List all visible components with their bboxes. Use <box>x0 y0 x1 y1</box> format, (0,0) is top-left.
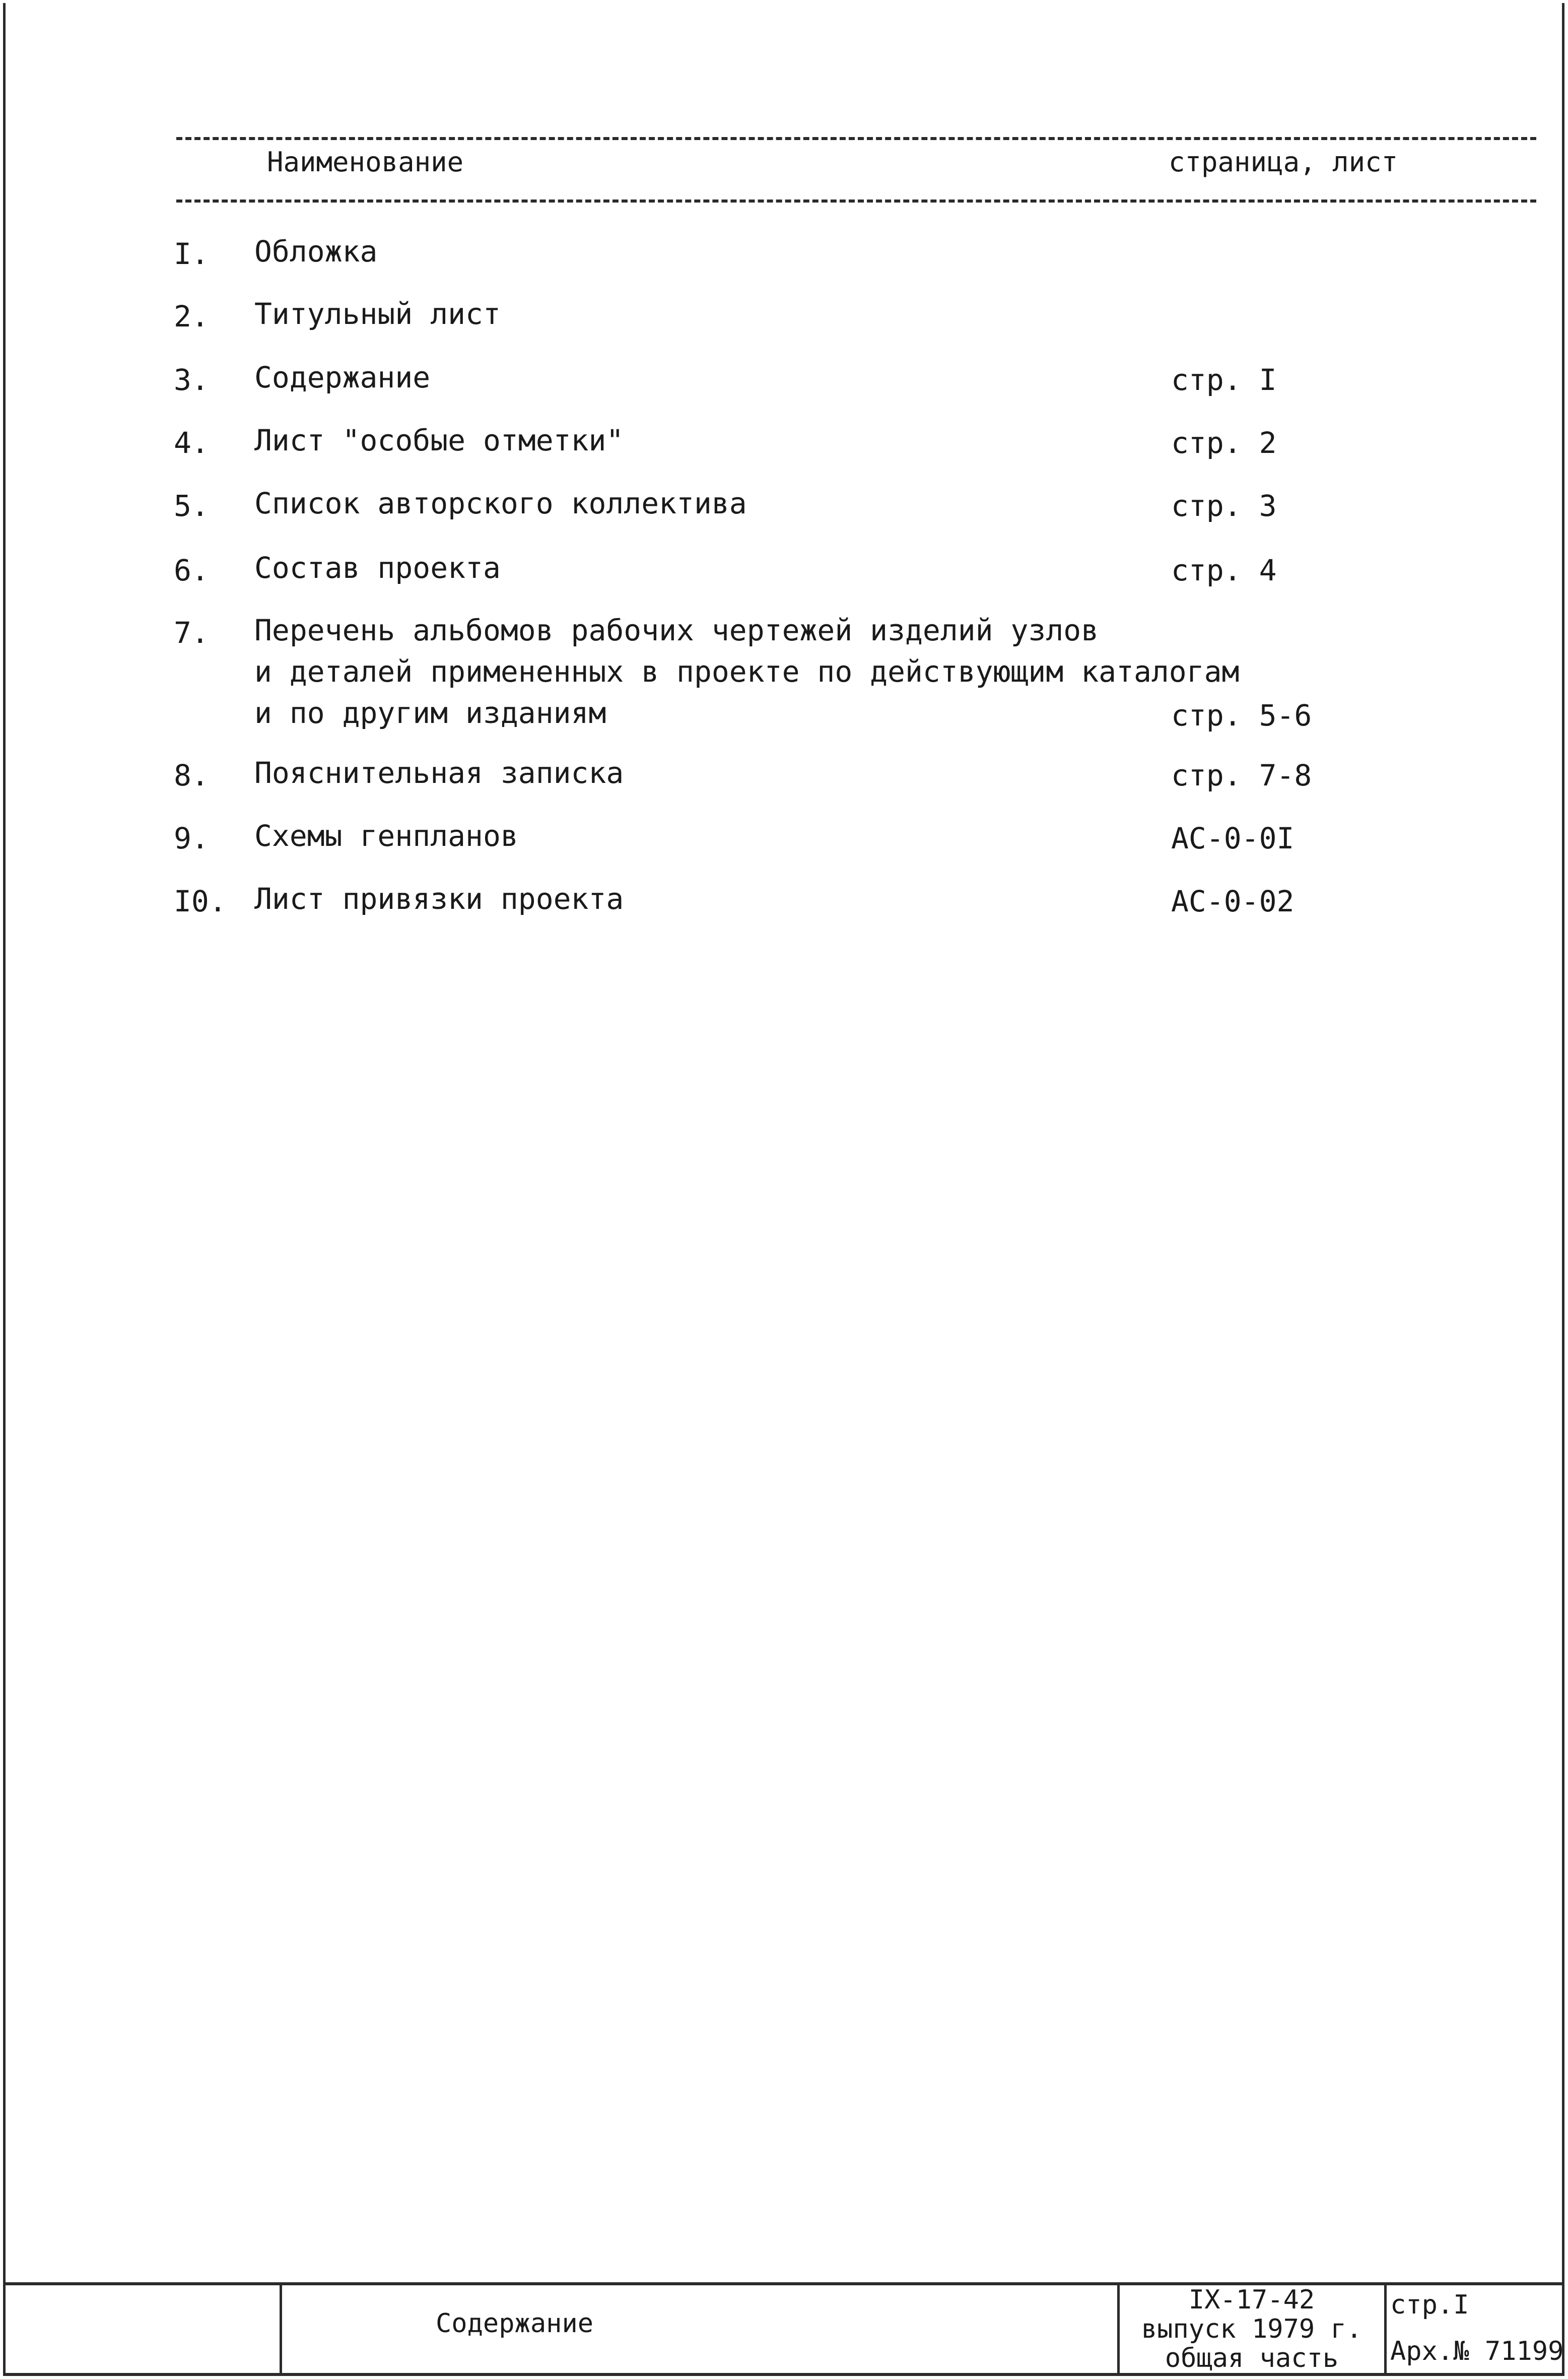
item-title-line: Состав проекта <box>254 551 501 585</box>
item-title-line: Обложка <box>254 234 378 269</box>
item-title-line: и деталей примененных в проекте по действующим каталогам <box>254 654 1240 689</box>
column-header-page: страница, лист <box>1169 146 1398 178</box>
title-block-divider <box>1117 2282 1120 2376</box>
item-title <box>254 752 624 794</box>
title-block-divider <box>1384 2282 1387 2376</box>
item-number: 4. <box>174 426 209 460</box>
item-page-ref: стр. I <box>1171 363 1277 397</box>
item-title-line: Список авторского коллектива <box>254 486 747 520</box>
title-block-part: общая часть <box>1165 2343 1339 2373</box>
item-number: 7. <box>174 616 209 650</box>
item-title <box>254 610 1239 734</box>
title-block-doc-name: Содержание <box>436 2308 594 2339</box>
item-number: 9. <box>174 821 209 855</box>
item-title-line: Лист привязки проекта <box>254 882 624 916</box>
item-page-ref: стр. 2 <box>1171 426 1277 460</box>
item-number: 3. <box>174 363 209 397</box>
item-page-ref: стр. 4 <box>1171 553 1277 587</box>
item-page-ref: стр. 7-8 <box>1171 758 1312 792</box>
item-page-ref: АС-0-0I <box>1171 821 1294 855</box>
item-title-line: Титульный лист <box>254 297 501 331</box>
item-number: 8. <box>174 758 209 792</box>
item-title-line: Лист "особые отметки" <box>254 423 624 457</box>
item-page-ref: стр. 3 <box>1171 489 1277 523</box>
item-title-line: Содержание <box>254 360 431 394</box>
item-number: 5. <box>174 489 209 523</box>
title-block-divider <box>280 2282 282 2376</box>
item-number: 2. <box>174 299 209 334</box>
item-number: 6. <box>174 553 209 587</box>
title-block-code-cell <box>1121 2285 1383 2373</box>
title-block-archive: Арх.№ 71199 <box>1390 2336 1564 2366</box>
item-title-line: Пояснительная записка <box>254 756 624 790</box>
item-title <box>254 293 501 335</box>
title-block-code: IX-17-42 <box>1188 2285 1315 2315</box>
item-title <box>254 420 624 461</box>
item-number: I0. <box>174 884 227 918</box>
page-frame <box>3 3 1564 2376</box>
title-block-issue: выпуск 1979 г. <box>1141 2314 1362 2344</box>
item-title <box>254 547 501 588</box>
item-title <box>254 483 747 524</box>
item-title <box>254 357 430 398</box>
item-title-line: Схемы генпланов <box>254 819 518 853</box>
item-page-ref: АС-0-02 <box>1171 884 1294 918</box>
item-title <box>254 231 377 272</box>
header-bottom-rule <box>176 200 1536 203</box>
header-top-rule <box>176 137 1536 140</box>
item-page-ref: стр. 5-6 <box>1171 698 1312 733</box>
item-title <box>254 815 518 856</box>
item-title-line: и по другим изданиям <box>254 696 606 730</box>
item-title <box>254 878 624 919</box>
item-number: I. <box>174 237 209 271</box>
title-block-sheet: стр.I <box>1390 2290 1469 2320</box>
item-title-line: Перечень альбомов рабочих чертежей изделий узлов <box>254 613 1099 647</box>
column-header-name: Наименование <box>267 146 464 178</box>
